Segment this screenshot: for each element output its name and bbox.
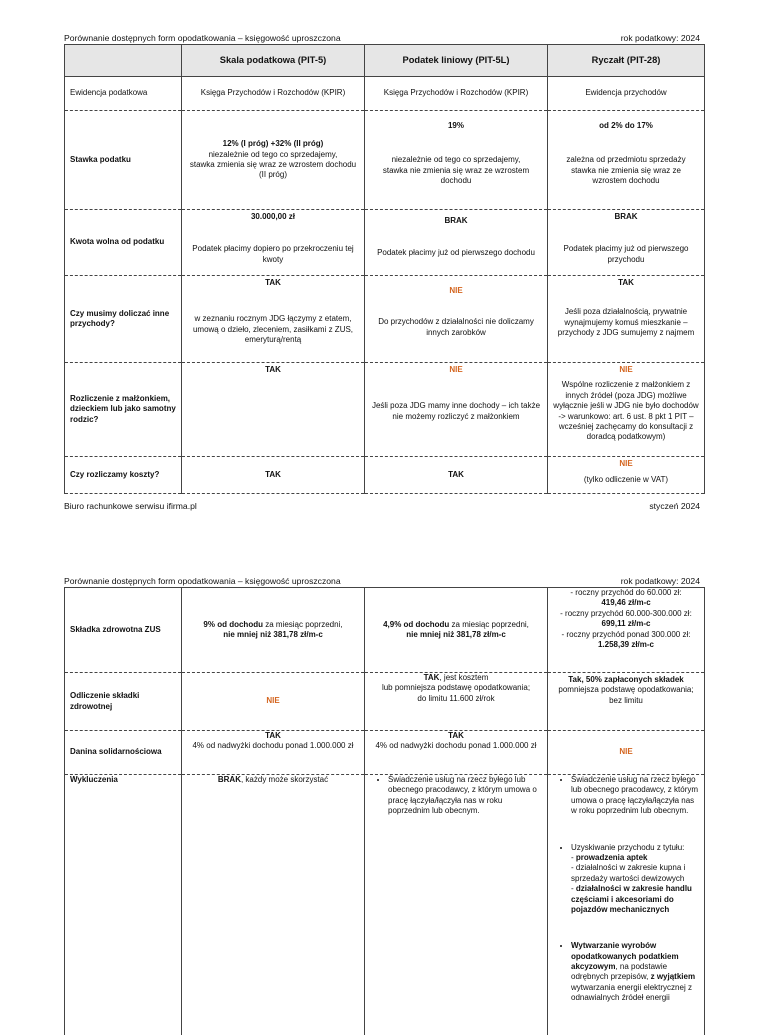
table-row-koszty xyxy=(65,457,705,494)
table-row-kwota-wolna xyxy=(65,210,705,276)
bracket-value: 699,11 zł/m-c xyxy=(601,619,651,629)
exclusion-list xyxy=(370,775,542,817)
cell-value: NIE xyxy=(619,459,633,468)
bracket-value: 1.258,39 zł/m-c xyxy=(597,639,655,649)
row-label: Danina solidarnościowa xyxy=(65,731,182,775)
row-label: Odliczenie składki zdrowotnej xyxy=(65,673,182,731)
exclusion-list xyxy=(553,775,699,1004)
list-intro: Uzyskiwanie przychodu z tytułu: xyxy=(571,842,685,852)
table-row-wykluczenia xyxy=(65,775,705,1035)
cell-text: , jest kosztem xyxy=(439,673,489,682)
table-row-stawka xyxy=(65,111,705,210)
row-label: Stawka podatku xyxy=(65,111,182,210)
cell-skala: TAK xyxy=(182,457,365,494)
cell-liniowy xyxy=(365,111,548,210)
cell-ryczalt xyxy=(548,210,705,276)
cell-liniowy xyxy=(365,276,548,363)
page-header xyxy=(64,33,700,43)
rate-value: 12% (I próg) +32% (II próg) xyxy=(222,139,324,149)
cell-ryczalt xyxy=(548,111,705,210)
cell-ryczalt xyxy=(548,457,705,494)
page-footer xyxy=(64,501,700,511)
footer-date: styczeń 2024 xyxy=(649,501,700,511)
cell-value: TAK xyxy=(448,731,464,740)
cell-ryczalt xyxy=(548,588,705,673)
exclusion-excise: Wytwarzanie wyrobów opodatkowanych podatkiem akcyzowym xyxy=(571,941,679,972)
cell-ryczalt xyxy=(548,276,705,363)
cell-text: (tylko odliczenie w VAT) xyxy=(583,475,669,485)
exclusion-car-parts: działalności w zakresie handlu częściami i akcesoriami do pojazdów mechanicznych xyxy=(571,884,692,914)
cell-text: za miesiąc poprzedni, xyxy=(449,619,529,629)
cell-min: nie mniej niż 381,78 zł/m-c xyxy=(223,630,323,639)
list-item: • Świadczenie usług na rzecz byłego lub obecnego pracodawcy, z którym umowa o pracę łączyła/łączyła nas w roku poprzednim lub obecnym. xyxy=(571,775,699,817)
cell-text: Wspólne rozliczenie z małżonkiem z innych źródeł (poza JDG) możliwe wyłącznie jeśli w JDG nie było dochodów -> warunkowo: art. 6 ust. 8 pkt 1 PIT – wcześniej zachęcamy do konsultacji z doradcą podatkowym) xyxy=(553,380,699,442)
tax-year: rok podatkowy: 2024 xyxy=(620,33,700,43)
cell-value: Tak, 50% zapłaconych składek xyxy=(568,675,684,684)
cell-text: do limitu 11.600 zł/rok xyxy=(417,693,495,703)
cell-text: Podatek płacimy już od pierwszego dochodu xyxy=(377,248,535,258)
cell-liniowy: TAK xyxy=(365,457,548,494)
cell-text: niezależnie od tego co sprzedajemy, xyxy=(208,149,338,159)
cell-text: w zeznaniu rocznym JDG łączymy z etatem, umową o dzieło, zleceniem, zasiłkami z ZUS, emeryturą/rentą xyxy=(192,314,354,345)
cell-ryczalt xyxy=(548,363,705,457)
rate-value: 4,9% od dochodu xyxy=(383,619,450,629)
table-row-rozliczenie xyxy=(65,363,705,457)
column-header-liniowy: Podatek liniowy (PIT-5L) xyxy=(365,45,548,77)
table-header-row xyxy=(65,45,705,77)
cell-text: z wyjątkiem xyxy=(650,972,696,982)
cell-text: wytwarzania energii elektrycznej z odnawialnych źródeł energii xyxy=(571,982,692,1003)
cell-text: , każdy może skorzystać xyxy=(240,775,329,784)
cell-text: stawka zmienia się wraz ze wzrostem dochodu (II próg) xyxy=(189,160,357,180)
cell-text: bez limitu xyxy=(609,695,643,705)
cell-liniowy xyxy=(365,673,548,731)
cell-ryczalt: NIE xyxy=(548,731,705,775)
cell-ryczalt xyxy=(548,673,705,731)
cell-text: lub pomniejsza podstawę opodatkowania; xyxy=(381,683,531,693)
cell-value: BRAK xyxy=(614,212,638,221)
cell-value: NIE xyxy=(449,365,463,374)
comparison-table-2 xyxy=(64,587,705,1035)
cell-text: pomniejsza podstawę opodatkowania; xyxy=(558,685,694,695)
cell-liniowy xyxy=(365,731,548,775)
income-bracket: - roczny przychód 60.000-300.000 zł: xyxy=(560,608,692,618)
cell-skala xyxy=(182,588,365,673)
row-label: Czy rozliczamy koszty? xyxy=(65,457,182,494)
cell-skala xyxy=(182,210,365,276)
cell-value: TAK xyxy=(265,278,281,287)
cell-skala xyxy=(182,731,365,775)
cell-value: NIE xyxy=(619,365,633,374)
table-row-danina xyxy=(65,731,705,775)
cell-skala xyxy=(182,775,365,1035)
cell-text: zależna od przedmiotu sprzedaży xyxy=(566,155,686,165)
cell-skala xyxy=(182,276,365,363)
cell-skala: Księga Przychodów i Rozchodów (KPIR) xyxy=(182,77,365,111)
row-label: Czy musimy doliczać inne przychody? xyxy=(65,276,182,363)
list-item xyxy=(571,941,699,1003)
header-empty-cell xyxy=(65,45,182,77)
row-label: Wykluczenia xyxy=(65,775,182,1035)
cell-ryczalt: Ewidencja przychodów xyxy=(548,77,705,111)
cell-text: 4% od nadwyżki dochodu ponad 1.000.000 zł xyxy=(375,741,537,751)
document-title: Porównanie dostępnych form opodatkowania – księgowość uproszczona xyxy=(64,33,341,43)
cell-value: TAK xyxy=(265,365,281,374)
cell-value: TAK xyxy=(423,673,440,682)
document-title: Porównanie dostępnych form opodatkowania – księgowość uproszczona xyxy=(64,576,341,586)
income-bracket: - roczny przychód ponad 300.000 zł: xyxy=(561,629,691,639)
cell-value: TAK xyxy=(618,278,634,287)
rate-value: 19% xyxy=(447,121,464,130)
cell-text: Podatek płacimy dopiero po przekroczeniu tej kwoty xyxy=(192,244,354,264)
cell-text: Jeśli poza działalnością, prywatnie wynajmujemy komuś mieszkanie – przychody z JDG sumujemy z najmem xyxy=(557,307,695,338)
cell-text: 4% od nadwyżki dochodu ponad 1.000.000 zł xyxy=(192,741,354,751)
table-row-inne-przychody xyxy=(65,276,705,363)
rate-value: od 2% do 17% xyxy=(599,121,653,130)
exclusion-pharmacy: prowadzenia aptek xyxy=(575,852,648,862)
list-item: • Świadczenie usług na rzecz byłego lub obecnego pracodawcy, z którym umowa o pracę łączyła/łączyła nas w roku poprzednim lub obecnym. xyxy=(388,775,542,817)
list-item: • Uzyskiwanie przychodu z tytułu: - prowadzenia aptek - działalności w zakresie kupna i sprzedaży wartości dewizowych - działalności w zakresie handlu częściami i akcesoriami do pojazdów mechanicznych xyxy=(571,843,699,916)
cell-value: BRAK xyxy=(444,216,468,225)
cell-liniowy xyxy=(365,210,548,276)
table-row-ewidencja xyxy=(65,77,705,111)
cell-liniowy xyxy=(365,363,548,457)
cell-skala xyxy=(182,111,365,210)
comparison-table-1 xyxy=(64,44,705,494)
exclusion-currency: - działalności w zakresie kupna i sprzedaży wartości dewizowych xyxy=(571,863,686,883)
cell-text: , na podstawie odrębnych przepisów, xyxy=(571,962,668,982)
footer-company: Biuro rachunkowe serwisu ifirma.pl xyxy=(64,501,197,511)
cell-text: Jeśli poza JDG mamy inne dochody – ich także nie możemy rozliczyć z małżonkiem xyxy=(371,401,541,421)
table-row-odliczenie xyxy=(65,673,705,731)
row-label: Kwota wolna od podatku xyxy=(65,210,182,276)
row-label: Ewidencja podatkowa xyxy=(65,77,182,111)
cell-text: Do przychodów z działalności nie doliczamy innych zarobków xyxy=(378,317,534,337)
column-header-skala: Skala podatkowa (PIT-5) xyxy=(182,45,365,77)
cell-value: TAK xyxy=(265,731,281,740)
cell-skala: NIE xyxy=(182,673,365,731)
cell-text: za miesiąc poprzedni, xyxy=(262,619,343,629)
cell-min: nie mniej niż 381,78 zł/m-c xyxy=(406,630,506,639)
cell-liniowy xyxy=(365,588,548,673)
cell-text: niezależnie od tego co sprzedajemy, xyxy=(391,155,521,165)
table-row-skladka-zdrowotna xyxy=(65,588,705,673)
cell-value: NIE xyxy=(449,286,463,295)
bracket-value: 419,46 zł/m-c xyxy=(601,598,651,608)
cell-ryczalt xyxy=(548,775,705,1035)
cell-liniowy xyxy=(365,775,548,1035)
rate-value: 9% od dochodu xyxy=(203,619,263,629)
cell-text: Podatek płacimy już od pierwszego przychodu xyxy=(563,244,689,264)
row-label: Rozliczenie z małżonkiem, dzieckiem lub jako samotny rodzic? xyxy=(65,363,182,457)
cell-value: BRAK xyxy=(217,775,241,784)
page-header-2 xyxy=(64,576,700,586)
row-label: Składka zdrowotna ZUS xyxy=(65,588,182,673)
cell-value: 30.000,00 zł xyxy=(250,212,296,221)
column-header-ryczalt: Ryczałt (PIT-28) xyxy=(548,45,705,77)
cell-text: stawka nie zmienia się wraz ze wzrostem dochodu xyxy=(571,165,681,186)
cell-skala xyxy=(182,363,365,457)
cell-text: stawka nie zmienia się wraz ze wzrostem dochodu xyxy=(382,165,530,186)
tax-year: rok podatkowy: 2024 xyxy=(620,576,700,586)
income-bracket: - roczny przychód do 60.000 zł: xyxy=(570,588,682,597)
cell-liniowy: Księga Przychodów i Rozchodów (KPIR) xyxy=(365,77,548,111)
